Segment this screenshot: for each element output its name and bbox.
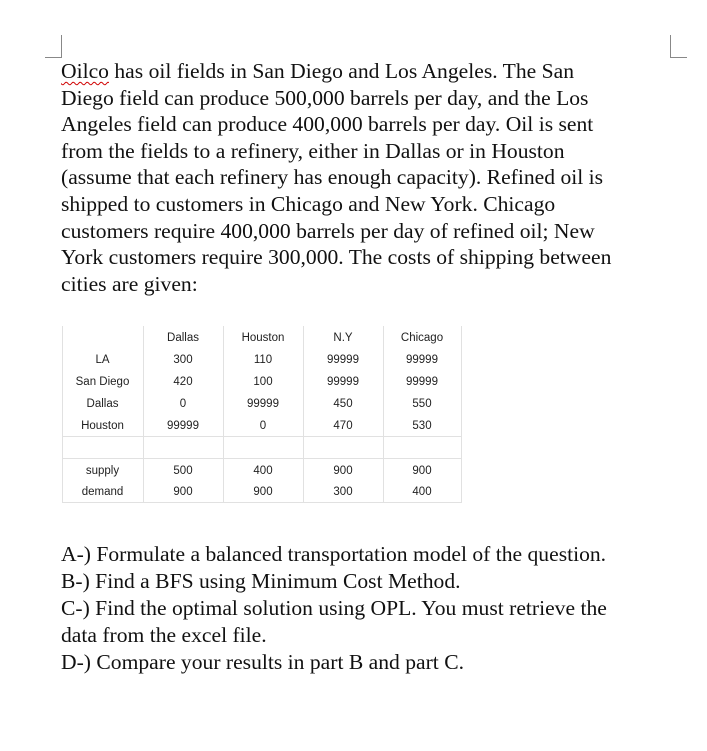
table-cell: 900 <box>333 465 353 477</box>
col-header-houston: Houston <box>241 332 285 344</box>
row-label: LA <box>95 354 110 366</box>
table-cell: 0 <box>259 420 267 432</box>
table-cell: 900 <box>173 486 193 498</box>
paragraph-line: cities are given: <box>61 271 198 296</box>
question-d: D-) Compare your results in part B and part C. <box>61 650 464 674</box>
table-cell: 470 <box>333 420 353 432</box>
table-cell: 300 <box>333 486 353 498</box>
spellcheck-word: Oilco <box>61 59 109 83</box>
row-label: Dallas <box>86 398 119 410</box>
table-cell: 110 <box>253 354 273 366</box>
table-cell: 550 <box>412 398 432 410</box>
paragraph-line: Diego field can produce 500,000 barrels per day, and the Los <box>61 85 589 110</box>
question-c-continued: data from the excel file. <box>61 623 267 647</box>
table-cell: 99999 <box>406 376 438 388</box>
question-list <box>61 541 691 676</box>
paragraph-line: from the fields to a refinery, either in Dallas or in Houston <box>61 138 565 163</box>
table-cell: 99999 <box>167 420 199 432</box>
table-cell: 450 <box>333 398 353 410</box>
table-cell: 0 <box>179 398 187 410</box>
row-label-supply: supply <box>85 465 120 477</box>
col-header-dallas: Dallas <box>167 332 199 344</box>
paragraph-line: York customers require 300,000. The costs of shipping between <box>61 245 612 270</box>
table-cell: 530 <box>412 420 432 432</box>
question-c: C-) Find the optimal solution using OPL. You must retrieve the <box>61 596 607 620</box>
row-label: Houston <box>81 420 124 432</box>
table-cell: 99999 <box>247 398 279 410</box>
table-cell: 100 <box>253 376 273 388</box>
paragraph-line: customers require 400,000 barrels per day of refined oil; New <box>61 218 595 243</box>
table-cell: 900 <box>253 486 273 498</box>
table-cell: 300 <box>173 354 193 366</box>
row-label-demand: demand <box>81 486 124 498</box>
table-cell: 400 <box>253 465 273 477</box>
table-cell: 99999 <box>327 354 359 366</box>
page-corner-mark-left <box>45 35 62 58</box>
col-header-ny: N.Y <box>333 332 353 344</box>
cost-table <box>62 326 462 502</box>
table-cell: 900 <box>412 465 432 477</box>
paragraph-line: Angeles field can produce 400,000 barrels per day. Oil is sent <box>61 112 594 137</box>
paragraph-line: (assume that each refinery has enough capacity). Refined oil is <box>61 165 604 190</box>
row-label: San Diego <box>75 376 130 388</box>
problem-paragraph <box>61 58 681 297</box>
table-cell: 400 <box>412 486 432 498</box>
table-cell: 500 <box>173 465 193 477</box>
page-corner-mark-right <box>670 35 687 58</box>
table-cell: 99999 <box>327 376 359 388</box>
paragraph-line: shipped to customers in Chicago and New York. Chicago <box>61 191 556 216</box>
table-cell: 420 <box>173 376 193 388</box>
paragraph-line: Oilco has oil fields in San Diego and Los Angeles. The San <box>61 59 574 83</box>
question-b: B-) Find a BFS using Minimum Cost Method. <box>61 569 461 593</box>
question-a: A-) Formulate a balanced transportation model of the question. <box>61 542 607 566</box>
col-header-chicago: Chicago <box>400 332 444 344</box>
table-cell: 99999 <box>406 354 438 366</box>
